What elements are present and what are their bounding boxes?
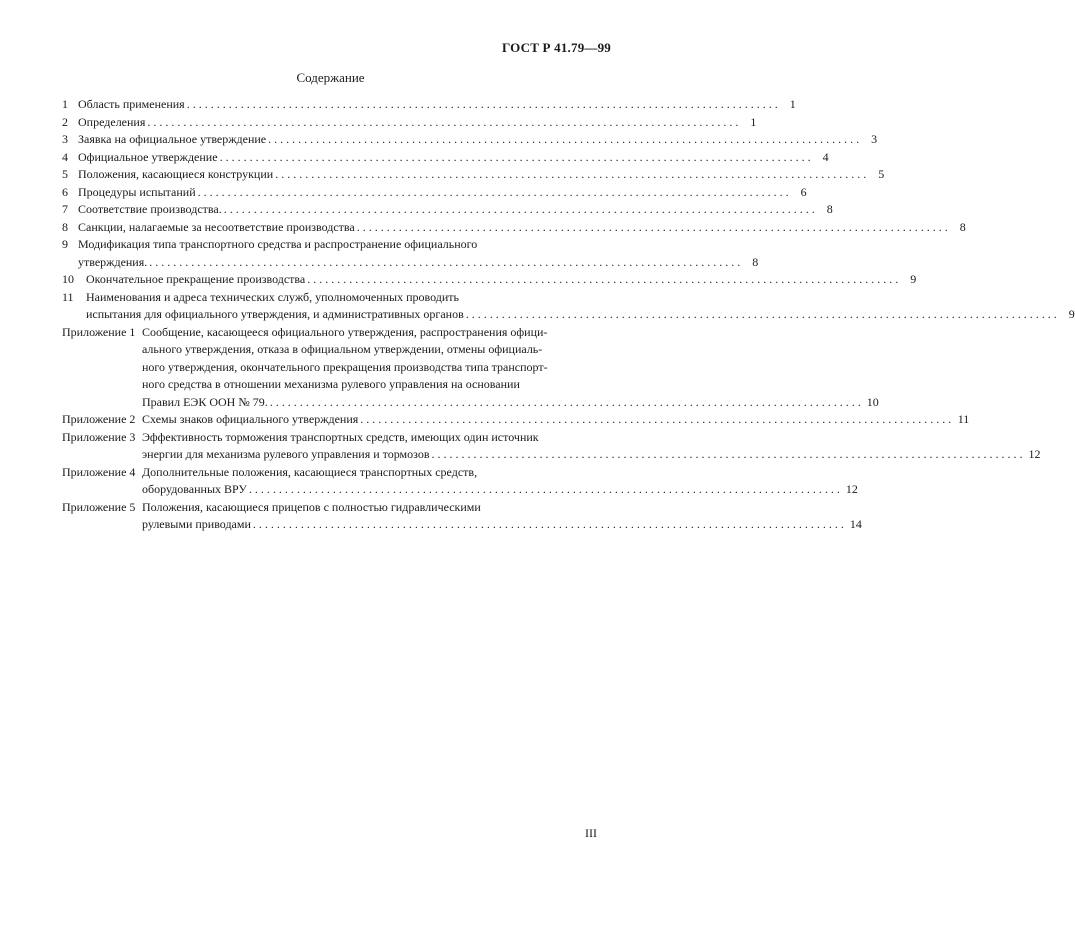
- toc-entry: [62, 149, 829, 167]
- toc-entry: [62, 219, 966, 237]
- toc-entry: [62, 184, 807, 202]
- toc-entry: [62, 271, 917, 289]
- toc-page-number: 6: [800, 184, 807, 199]
- toc-entry-line: [78, 131, 877, 149]
- toc-entry-number: 8: [62, 219, 68, 234]
- toc-entry: [62, 236, 759, 271]
- toc-entry-text: Санкции, налагаемые за несоответствие производства: [78, 219, 355, 234]
- dot-leader: [249, 481, 840, 499]
- dot-leader: [270, 394, 861, 412]
- dot-leader: [466, 306, 1057, 324]
- toc-entry-line: [142, 429, 1040, 447]
- toc-entry-number: 10: [62, 272, 74, 286]
- toc-entry: [62, 166, 885, 184]
- toc-entry-line: [86, 271, 916, 289]
- toc-entry-line: [142, 376, 879, 394]
- toc-entry-number: 5: [62, 167, 68, 181]
- toc-page-number: 10: [866, 394, 879, 409]
- toc-page-number: 8: [959, 219, 966, 234]
- toc-entry-line: [78, 184, 807, 202]
- toc-appendix: [62, 324, 879, 412]
- dot-leader: [360, 411, 951, 429]
- toc-entry-line: [78, 254, 758, 272]
- toc-entry-line: [78, 96, 796, 114]
- toc-entry: [62, 289, 1075, 324]
- toc-entry-text: Официальное утверждение: [78, 149, 218, 164]
- toc-entry-line: [142, 394, 879, 412]
- toc-page-number: 9: [910, 272, 917, 286]
- toc-entry-line: [78, 166, 884, 184]
- toc-entry-text: утверждения.: [78, 254, 148, 269]
- toc-entry-line: [142, 359, 879, 377]
- toc-entry-line: [142, 464, 858, 482]
- dot-leader: [147, 114, 738, 132]
- toc-entry-text: Определения: [78, 114, 146, 129]
- dot-leader: [268, 131, 859, 149]
- toc-entry-line: [142, 481, 858, 499]
- table-of-contents: [62, 96, 1075, 534]
- dot-leader: [224, 201, 815, 219]
- appendix-label: Приложение 5: [62, 499, 136, 514]
- toc-entry-line: [142, 516, 862, 534]
- toc-entry-text: Окончательное прекращение производства: [86, 272, 306, 286]
- toc-entry-text: Схемы знаков официального утверждения: [142, 412, 359, 426]
- appendix-label: Приложение 3: [62, 429, 136, 444]
- appendix-label: Приложение 4: [62, 464, 136, 479]
- toc-entry-text: Положения, касающиеся прицепов с полностью гидравлическими: [142, 499, 481, 514]
- toc-entry-line: [142, 499, 862, 517]
- toc-entry: [62, 131, 878, 149]
- toc-entry-number: 11: [62, 289, 74, 304]
- toc-entry-text: Дополнительные положения, касающиеся транспортных средств,: [142, 464, 478, 479]
- toc-entry-text: Положения, касающиеся конструкции: [78, 167, 274, 181]
- toc-entry-number: 9: [62, 237, 68, 251]
- toc-title: Содержание: [296, 70, 365, 85]
- page-number: III: [585, 826, 597, 840]
- toc-entry-text: Заявка на официальное утверждение: [78, 132, 267, 146]
- toc-entry-line: [142, 446, 1040, 464]
- toc-appendix: [62, 464, 858, 499]
- toc-appendix: [62, 411, 970, 429]
- toc-entry-text: Наименования и адреса технических служб, уполномоченных проводить: [86, 289, 460, 304]
- document-code: ГОСТ Р 41.79—99: [502, 40, 611, 55]
- toc-entry-line: [78, 219, 966, 237]
- toc-page-number: 3: [871, 132, 878, 146]
- toc-page-number: 1: [750, 114, 757, 129]
- toc-entry-line: [78, 201, 833, 219]
- dot-leader: [220, 149, 811, 167]
- dot-leader: [149, 254, 740, 272]
- toc-page-number: 1: [789, 97, 796, 111]
- toc-entry-text: ального утверждения, отказа в официальном утверждении, отмены официаль-: [142, 342, 543, 356]
- toc-entry-text: Соответствие производства.: [78, 202, 222, 216]
- toc-entry-text: рулевыми приводами: [142, 517, 251, 531]
- toc-entry-number: 4: [62, 149, 68, 164]
- dot-leader: [187, 96, 778, 114]
- toc-appendix: [62, 429, 1041, 464]
- toc-entry-text: ного утверждения, окончательного прекращения производства типа транспорт-: [142, 359, 548, 374]
- toc-page-number: 9: [1068, 307, 1075, 321]
- toc-appendix: [62, 499, 862, 534]
- toc-entry-text: Область применения: [78, 97, 185, 111]
- toc-entry-text: Модификация типа транспортного средства и распространение официального: [78, 237, 478, 251]
- toc-entry-number: 3: [62, 132, 68, 146]
- toc-entry-line: [86, 289, 1075, 307]
- toc-entry: [62, 114, 757, 132]
- toc-entry-text: испытания для официального утверждения, и административных органов: [86, 307, 464, 321]
- dot-leader: [275, 166, 866, 184]
- toc-page-number: 12: [1028, 447, 1041, 461]
- toc-entry-number: 2: [62, 114, 68, 129]
- toc-entry-line: [78, 114, 756, 132]
- toc-entry: [62, 96, 796, 114]
- toc-entry-text: энергии для механизма рулевого управления и тормозов: [142, 447, 430, 461]
- toc-entry-text: Процедуры испытаний: [78, 184, 196, 199]
- toc-entry-number: 6: [62, 184, 68, 199]
- toc-entry-text: ного средства в отношении механизма рулевого управления на основании: [142, 377, 520, 391]
- toc-entry-line: [142, 411, 969, 429]
- toc-entry-number: 7: [62, 202, 68, 216]
- dot-leader: [253, 516, 844, 534]
- dot-leader: [357, 219, 948, 237]
- toc-entry-line: [86, 306, 1075, 324]
- toc-entry-text: Правил ЕЭК ООН № 79.: [142, 394, 268, 409]
- toc-entry-text: оборудованных ВРУ: [142, 482, 247, 496]
- toc-page-number: 8: [752, 254, 759, 269]
- toc-entry-line: [78, 149, 829, 167]
- appendix-label: Приложение 1: [62, 324, 136, 339]
- toc-entry-number: 1: [62, 97, 68, 111]
- toc-entry-text: Сообщение, касающееся официального утверждения, распространения офици-: [142, 324, 548, 339]
- toc-page-number: 5: [878, 167, 885, 181]
- toc-entry-line: [142, 341, 879, 359]
- dot-leader: [198, 184, 789, 202]
- toc-entry-line: [142, 324, 879, 342]
- appendix-label: Приложение 2: [62, 412, 136, 426]
- toc-entry: [62, 201, 833, 219]
- toc-page-number: 12: [845, 482, 858, 496]
- toc-page-number: 14: [849, 517, 862, 531]
- toc-entry-text: Эффективность торможения транспортных средств, имеющих один источник: [142, 429, 539, 444]
- dot-leader: [431, 446, 1022, 464]
- dot-leader: [307, 271, 898, 289]
- toc-page-number: 4: [822, 149, 829, 164]
- toc-page-number: 11: [957, 412, 970, 426]
- toc-page-number: 8: [826, 202, 833, 216]
- toc-entry-line: [78, 236, 758, 254]
